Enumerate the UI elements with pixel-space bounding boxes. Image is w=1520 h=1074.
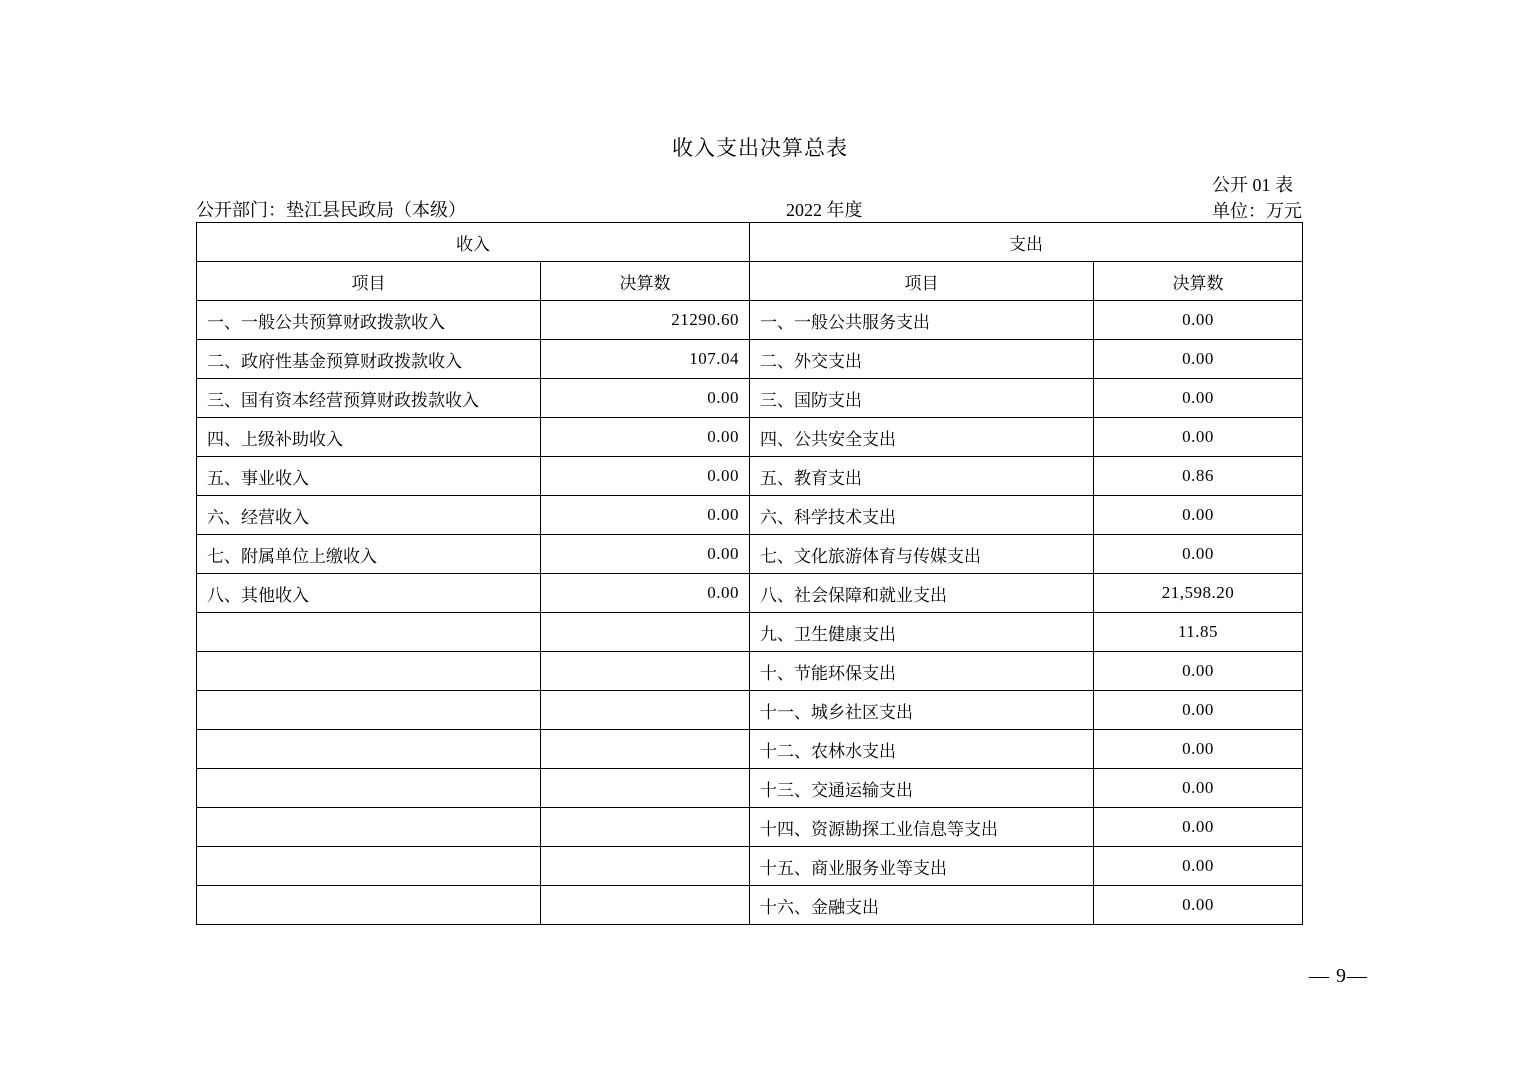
income-value: 21290.60 <box>541 301 750 340</box>
table-row <box>197 886 1303 925</box>
expense-item: 八、社会保障和就业支出 <box>750 574 1094 613</box>
expense-value: 0.00 <box>1094 418 1303 457</box>
table-row <box>197 379 1303 418</box>
expense-item: 五、教育支出 <box>750 457 1094 496</box>
income-item: 五、事业收入 <box>197 457 541 496</box>
expense-value: 11.85 <box>1094 613 1303 652</box>
expense-value: 0.00 <box>1094 886 1303 925</box>
income-item <box>197 808 541 847</box>
column-header-income-value: 决算数 <box>541 262 750 301</box>
expense-value: 0.00 <box>1094 379 1303 418</box>
income-value <box>541 691 750 730</box>
fiscal-year: 2022 年度 <box>786 200 863 220</box>
column-header-expense-value: 决算数 <box>1094 262 1303 301</box>
table-row <box>197 769 1303 808</box>
expense-item: 六、科学技术支出 <box>750 496 1094 535</box>
table-row <box>197 808 1303 847</box>
expense-value: 0.86 <box>1094 457 1303 496</box>
table-row <box>197 613 1303 652</box>
income-item <box>197 691 541 730</box>
expense-value: 0.00 <box>1094 808 1303 847</box>
expense-item: 九、卫生健康支出 <box>750 613 1094 652</box>
expense-item: 十、节能环保支出 <box>750 652 1094 691</box>
form-meta <box>1212 172 1302 224</box>
table-row <box>197 691 1303 730</box>
income-item: 八、其他收入 <box>197 574 541 613</box>
table-group-header-row <box>197 223 1303 262</box>
expense-item: 三、国防支出 <box>750 379 1094 418</box>
income-value: 0.00 <box>541 457 750 496</box>
expense-item: 十一、城乡社区支出 <box>750 691 1094 730</box>
table-row <box>197 535 1303 574</box>
page-number: — 9— <box>1309 965 1368 987</box>
expense-item: 四、公共安全支出 <box>750 418 1094 457</box>
table-row <box>197 340 1303 379</box>
table-row <box>197 457 1303 496</box>
column-header-expense-item: 项目 <box>750 262 1094 301</box>
expense-value: 0.00 <box>1094 847 1303 886</box>
income-item: 二、政府性基金预算财政拨款收入 <box>197 340 541 379</box>
income-item <box>197 613 541 652</box>
form-code: 公开 01 表 <box>1212 175 1293 195</box>
expense-value: 21,598.20 <box>1094 574 1303 613</box>
expense-value: 0.00 <box>1094 496 1303 535</box>
income-item: 六、经营收入 <box>197 496 541 535</box>
group-header-expense: 支出 <box>750 223 1303 262</box>
expense-value: 0.00 <box>1094 730 1303 769</box>
expense-item: 一、一般公共服务支出 <box>750 301 1094 340</box>
table-row <box>197 496 1303 535</box>
table-row <box>197 730 1303 769</box>
expense-item: 十六、金融支出 <box>750 886 1094 925</box>
income-value: 107.04 <box>541 340 750 379</box>
expense-item: 十二、农林水支出 <box>750 730 1094 769</box>
income-value <box>541 613 750 652</box>
income-item: 三、国有资本经营预算财政拨款收入 <box>197 379 541 418</box>
page-title: 收入支出决算总表 <box>672 136 848 160</box>
income-value: 0.00 <box>541 379 750 418</box>
income-value <box>541 886 750 925</box>
income-value: 0.00 <box>541 535 750 574</box>
income-item: 四、上级补助收入 <box>197 418 541 457</box>
income-value <box>541 730 750 769</box>
expense-value: 0.00 <box>1094 301 1303 340</box>
expense-item: 十五、商业服务业等支出 <box>750 847 1094 886</box>
income-value: 0.00 <box>541 418 750 457</box>
table-row <box>197 418 1303 457</box>
table-row <box>197 652 1303 691</box>
income-value <box>541 808 750 847</box>
income-value <box>541 652 750 691</box>
expense-value: 0.00 <box>1094 535 1303 574</box>
expense-item: 十四、资源勘探工业信息等支出 <box>750 808 1094 847</box>
income-item <box>197 730 541 769</box>
income-item <box>197 886 541 925</box>
income-value <box>541 769 750 808</box>
expense-item: 七、文化旅游体育与传媒支出 <box>750 535 1094 574</box>
income-item <box>197 847 541 886</box>
department-label: 公开部门：垫江县民政局（本级） <box>196 200 466 220</box>
table-row <box>197 574 1303 613</box>
income-item <box>197 769 541 808</box>
table-row <box>197 847 1303 886</box>
expense-item: 二、外交支出 <box>750 340 1094 379</box>
income-value: 0.00 <box>541 574 750 613</box>
income-item: 七、附属单位上缴收入 <box>197 535 541 574</box>
expense-item: 十三、交通运输支出 <box>750 769 1094 808</box>
expense-value: 0.00 <box>1094 691 1303 730</box>
table-column-header-row <box>197 262 1303 301</box>
group-header-income: 收入 <box>197 223 750 262</box>
expense-value: 0.00 <box>1094 652 1303 691</box>
table-row <box>197 301 1303 340</box>
income-item: 一、一般公共预算财政拨款收入 <box>197 301 541 340</box>
expense-value: 0.00 <box>1094 340 1303 379</box>
expense-value: 0.00 <box>1094 769 1303 808</box>
income-value: 0.00 <box>541 496 750 535</box>
column-header-income-item: 项目 <box>197 262 541 301</box>
income-item <box>197 652 541 691</box>
income-value <box>541 847 750 886</box>
budget-table <box>196 222 1303 925</box>
unit-note: 单位：万元 <box>1212 201 1302 221</box>
